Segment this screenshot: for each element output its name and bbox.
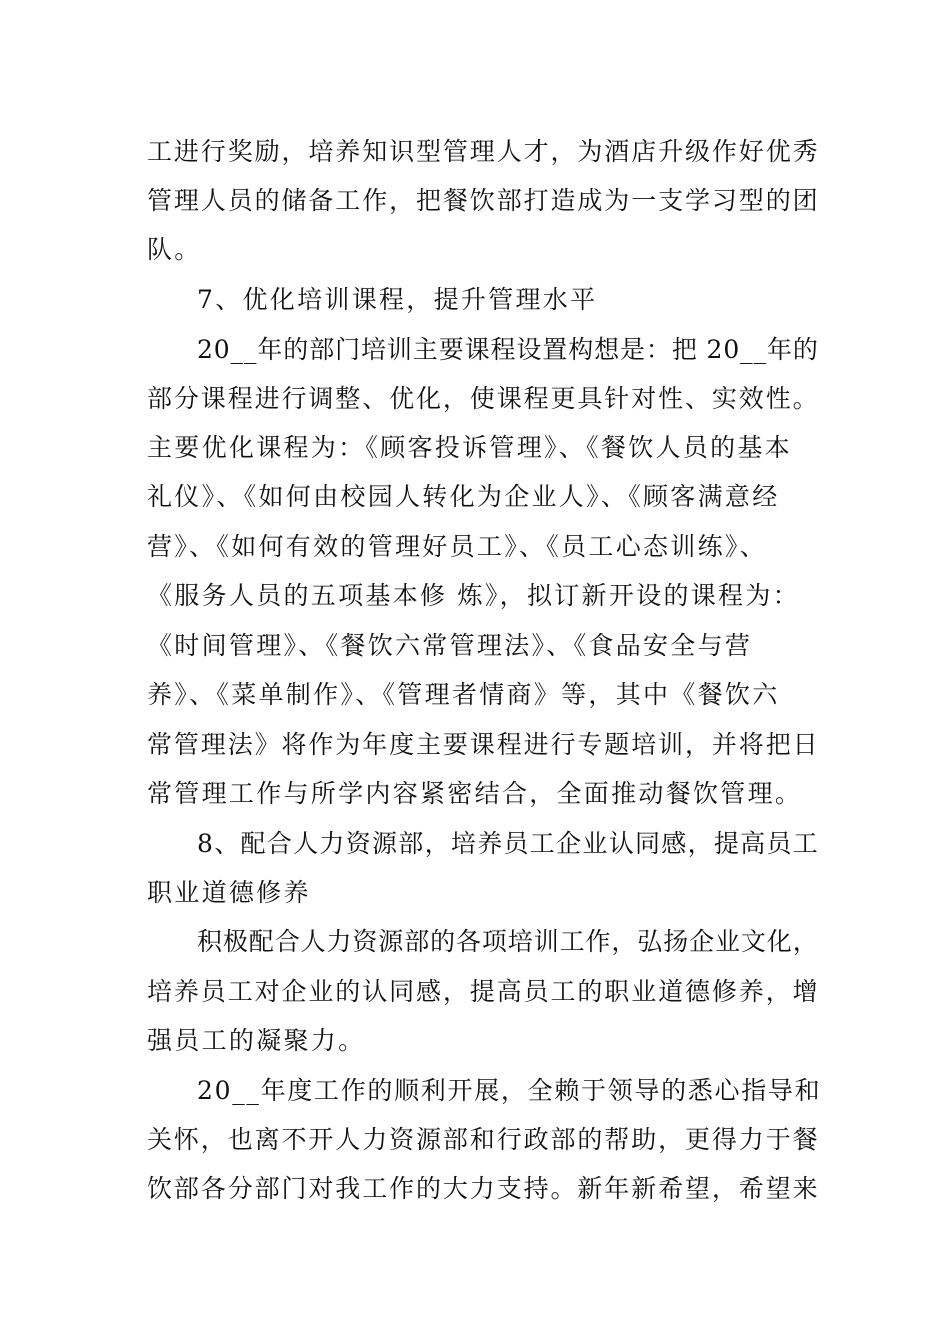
text-line: 常管理法》将作为年度主要课程进行专题培训，并将把日 bbox=[147, 730, 820, 759]
section-heading: 8、配合人力资源部，培养员工企业认同感，提高员工 bbox=[197, 829, 820, 858]
text-line: 部分课程进行调整、优化，使课程更具针对性、实效性。 bbox=[147, 384, 820, 413]
text-line: 队。 bbox=[147, 235, 202, 264]
text-line: 培养员工对企业的认同感，提高员工的职业道德修养，增 bbox=[147, 977, 820, 1006]
text-line: 管理人员的储备工作，把餐饮部打造成为一支学习型的团 bbox=[147, 186, 820, 215]
text-line: 《服务人员的五项基本修 炼》，拟订新开设的课程为： bbox=[147, 581, 800, 610]
paragraph-start: 20__年的部门培训主要课程设置构想是：把 20__年的 bbox=[197, 335, 819, 364]
text-line: 营》、《如何有效的管理好员工》、《员工心态训练》、 bbox=[147, 532, 768, 561]
section-heading: 7、优化培训课程，提升管理水平 bbox=[197, 285, 598, 314]
section-heading-cont: 职业道德修养 bbox=[147, 878, 311, 907]
text-line: 饮部各分部门对我工作的大力支持。新年新希望，希望来 bbox=[147, 1174, 820, 1203]
paragraph-start: 积极配合人力资源部的各项培训工作，弘扬企业文化， bbox=[197, 927, 819, 956]
paragraph-start: 20__年度工作的顺利开展，全赖于领导的悉心指导和 bbox=[197, 1076, 822, 1105]
text-line: 关怀，也离不开人力资源部和行政部的帮助，更得力于餐 bbox=[147, 1125, 820, 1154]
text-line: 强员工的凝聚力。 bbox=[147, 1026, 366, 1055]
text-line: 礼仪》、《如何由校园人转化为企业人》、《顾客满意经 bbox=[147, 482, 780, 511]
text-line: 主要优化课程为：《顾客投诉管理》、《餐饮人员的基本 bbox=[147, 433, 793, 462]
text-line: 工进行奖励，培养知识型管理人才，为酒店升级作好优秀 bbox=[147, 137, 820, 166]
text-line: 常管理工作与所学内容紧密结合，全面推动餐饮管理。 bbox=[147, 779, 803, 808]
text-line: 养》、《菜单制作》、《管理者情商》等，其中《餐饮六 bbox=[147, 680, 780, 709]
text-line: 《时间管理》、《餐饮六常管理法》、《食品安全与营 bbox=[147, 631, 753, 660]
